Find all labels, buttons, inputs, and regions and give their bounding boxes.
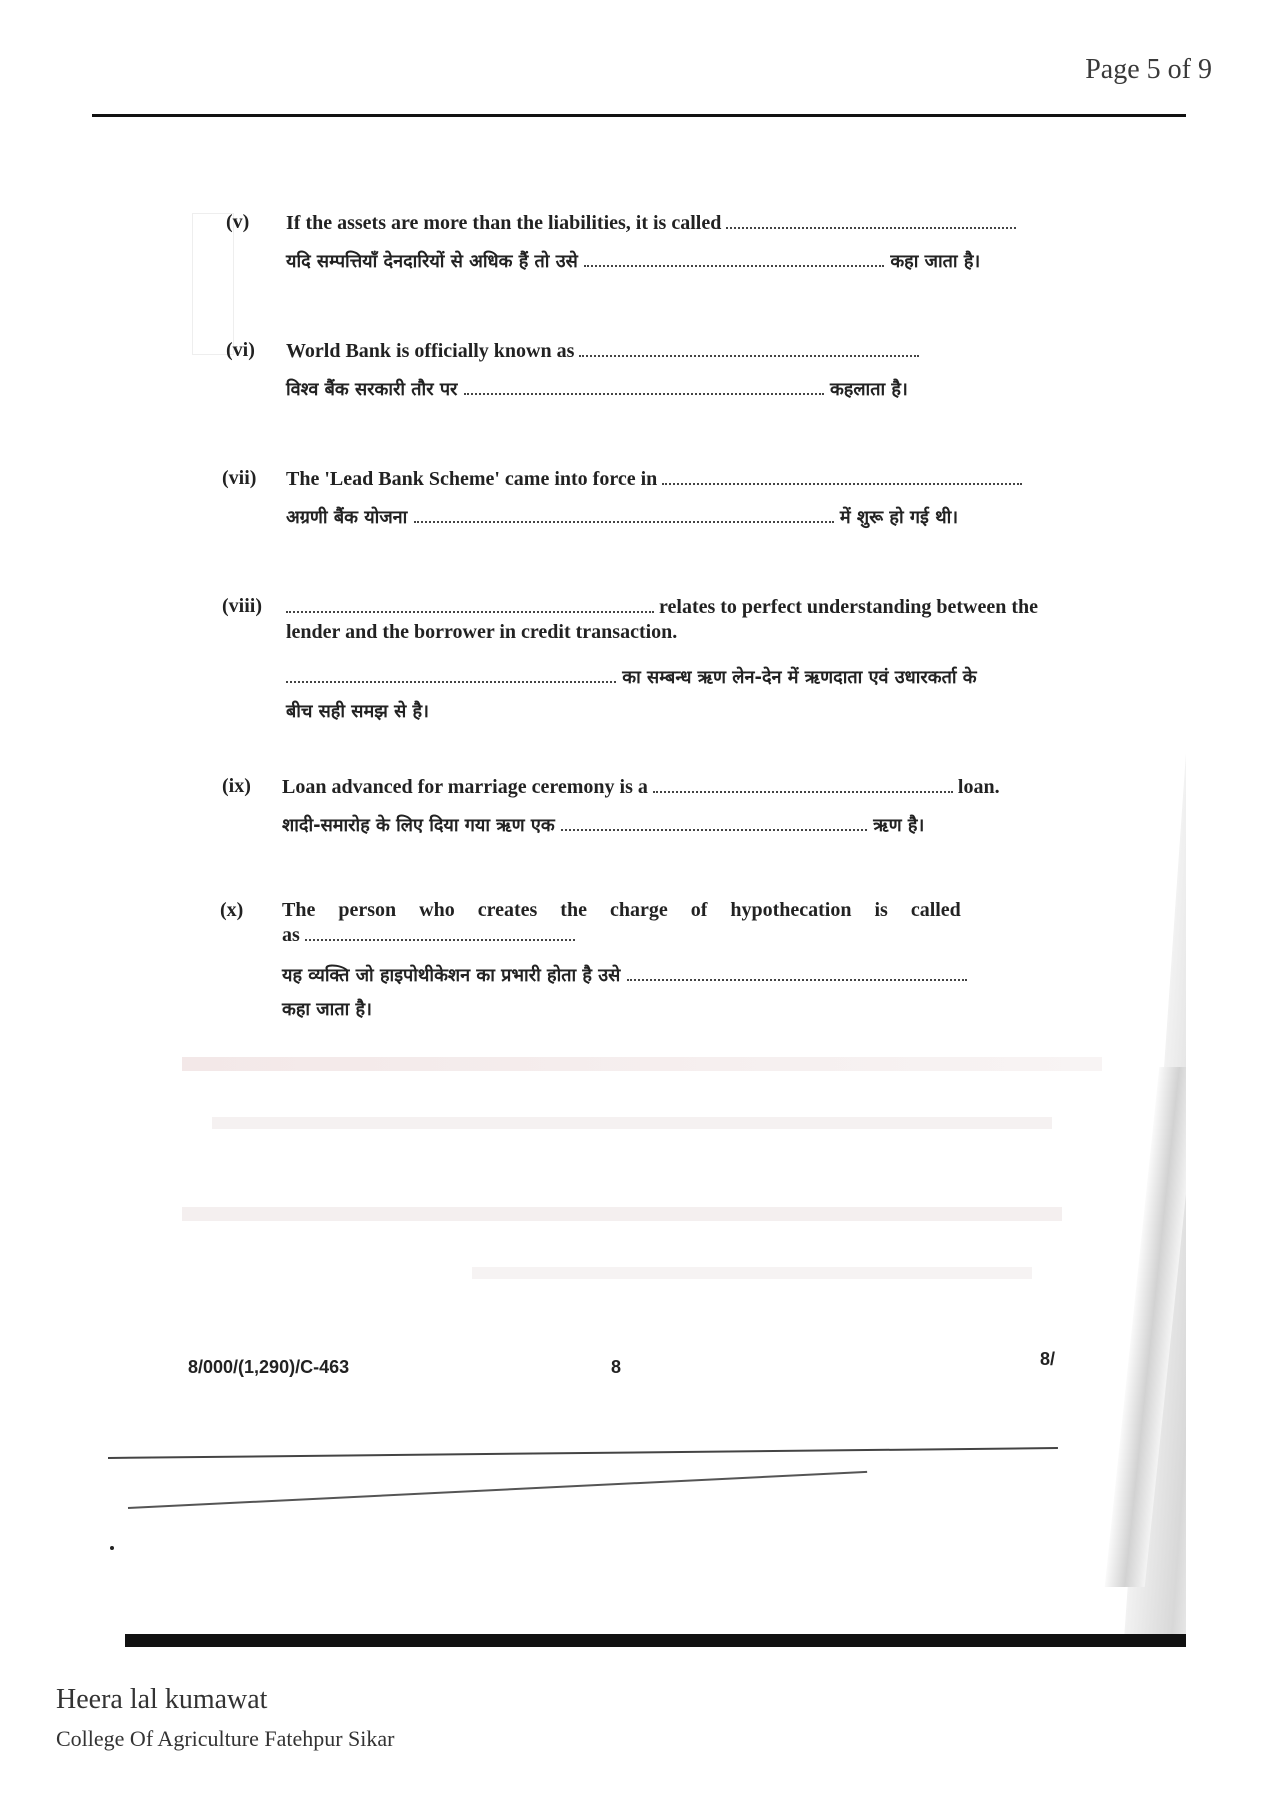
question-text-en-2 [282, 923, 575, 947]
blank-line [464, 377, 824, 395]
question-number: (ix) [222, 775, 251, 797]
bleed-through-text [182, 1057, 1102, 1071]
page-number: Page 5 of 9 [1085, 54, 1212, 85]
text-en-1: World Bank is officially known as [286, 340, 575, 362]
blank-line [662, 467, 1022, 485]
speck [110, 1546, 114, 1550]
blank-line [286, 665, 616, 683]
question-text-en [286, 211, 1016, 235]
question-text-hi [282, 813, 924, 837]
bleed-through-text [472, 1267, 1032, 1279]
scanned-page [92, 117, 1186, 1647]
text-en-1: The 'Lead Bank Scheme' came into force in [286, 468, 658, 490]
text-en-1: relates to perfect understanding between the [659, 596, 1039, 618]
question-text-hi-2 [282, 997, 372, 1021]
text-hi-2: कहा जाता है। [890, 251, 981, 272]
question-text-hi [282, 963, 967, 987]
text-en-2: loan. [957, 776, 1000, 798]
question-text-en [286, 595, 1038, 619]
paper-bottom-edge-2 [128, 1471, 867, 1509]
text-hi-2: कहलाता है। [829, 379, 908, 400]
text-en-1: The person who creates the charge of hypothecation is called [282, 899, 961, 921]
question-text-en-2 [286, 621, 677, 644]
blank-line [561, 813, 867, 831]
author-name: Heera lal kumawat [56, 1684, 268, 1715]
text-hi-1: यदि सम्पत्तियाँ देनदारियों से अधिक हैं तो उसे [286, 251, 578, 272]
question-number: (viii) [222, 595, 262, 617]
blank-line [286, 595, 654, 613]
text-hi-2: में शुरू हो गई थी। [839, 507, 959, 528]
sheet-page-number: 8 [611, 1357, 622, 1377]
blank-line [653, 775, 953, 793]
blank-line [579, 339, 919, 357]
blank-line [414, 505, 834, 523]
blank-line [627, 963, 967, 981]
question-text-en [286, 467, 1022, 491]
text-hi-2: ऋण है। [873, 815, 925, 836]
paper-code: 8/000/(1,290)/C-463 [188, 1357, 350, 1377]
question-number: (vii) [222, 467, 257, 489]
text-hi-1: शादी-समारोह के लिए दिया गया ऋण एक [282, 815, 555, 836]
text-hi-1: यह व्यक्ति जो हाइपोथीकेशन का प्रभारी होता है उसे [282, 965, 621, 986]
question-number: (v) [226, 211, 250, 233]
blank-line [726, 211, 1016, 229]
bleed-through-text [212, 1117, 1052, 1129]
question-text-hi [286, 377, 908, 401]
text-en-1: If the assets are more than the liabilities, it is called [286, 212, 722, 234]
question-text-hi [286, 505, 958, 529]
bleed-through-text [182, 1207, 1062, 1221]
faint-margin-box [192, 213, 234, 355]
question-text-hi [286, 249, 980, 273]
question-number: (x) [220, 899, 244, 921]
continued-marker: 8/ [1040, 1349, 1056, 1369]
text-en-1: Loan advanced for marriage ceremony is a [282, 776, 648, 798]
bottom-rule [125, 1634, 1186, 1647]
question-text-en [286, 339, 919, 363]
text-en-2: as [282, 924, 300, 946]
blank-line [584, 249, 884, 267]
text-hi-2: बीच सही समझ से है। [286, 701, 429, 722]
question-text-hi [286, 665, 977, 689]
text-hi-1: का सम्बन्ध ऋण लेन-देन में ऋणदाता एवं उधारकर्ता के [622, 667, 977, 688]
question-text-en [282, 775, 1000, 799]
paper-bottom-edge [108, 1447, 1058, 1459]
question-text-hi-2 [286, 699, 429, 723]
question-number: (vi) [226, 339, 255, 361]
text-en-2: lender and the borrower in credit transaction. [286, 621, 678, 643]
blank-line [305, 923, 575, 941]
text-hi-2: कहा जाता है। [282, 999, 372, 1020]
college-name: College Of Agriculture Fatehpur Sikar [56, 1726, 395, 1751]
text-hi-1: अग्रणी बैंक योजना [286, 507, 408, 528]
text-hi-1: विश्व बैंक सरकारी तौर पर [286, 379, 458, 400]
question-text-en [282, 899, 961, 922]
